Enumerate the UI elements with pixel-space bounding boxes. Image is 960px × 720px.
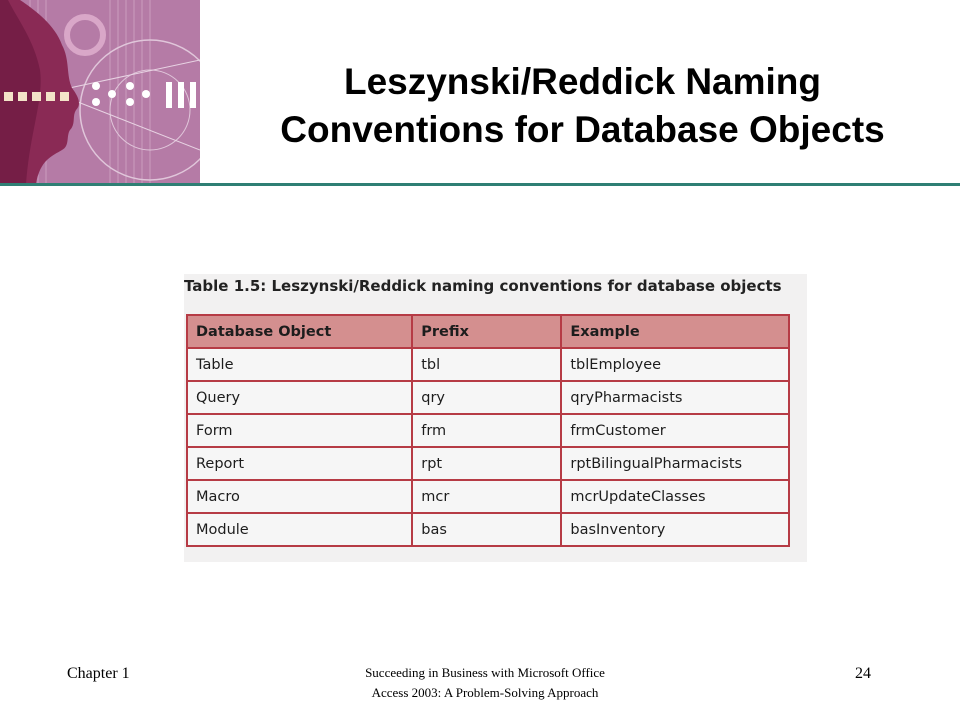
cell-example: frmCustomer: [561, 414, 789, 447]
naming-conventions-table-figure: [184, 274, 807, 562]
cell-example: basInventory: [561, 513, 789, 546]
table-row: [187, 381, 789, 414]
footer-book-title: [300, 663, 670, 703]
footer-chapter: Chapter 1: [67, 665, 130, 682]
naming-conventions-table: [186, 314, 790, 547]
slide-title: [205, 58, 960, 154]
footer-book-title-line-1: Succeeding in Business with Microsoft Office: [365, 665, 605, 680]
cell-prefix: qry: [412, 381, 561, 414]
cell-database-object: Module: [187, 513, 412, 546]
header-divider: [0, 183, 960, 186]
table-row: [187, 447, 789, 480]
cell-example: tblEmployee: [561, 348, 789, 381]
column-header-database-object: Database Object: [187, 315, 412, 348]
header-decorative-image: [0, 0, 200, 184]
cell-prefix: mcr: [412, 480, 561, 513]
cell-prefix: frm: [412, 414, 561, 447]
cell-prefix: bas: [412, 513, 561, 546]
cell-database-object: Form: [187, 414, 412, 447]
cell-prefix: rpt: [412, 447, 561, 480]
slide-title-line-1: Leszynski/Reddick Naming: [343, 61, 822, 102]
column-header-prefix: Prefix: [412, 315, 561, 348]
cell-database-object: Report: [187, 447, 412, 480]
column-header-example: Example: [561, 315, 789, 348]
table-caption: Table 1.5: Leszynski/Reddick naming conventions for database objects: [184, 277, 782, 295]
face-profile-illustration: [0, 0, 200, 184]
table-header-row: [187, 315, 789, 348]
cell-example: mcrUpdateClasses: [561, 480, 789, 513]
table-row: [187, 480, 789, 513]
table-row: [187, 348, 789, 381]
cell-prefix: tbl: [412, 348, 561, 381]
table-row: [187, 513, 789, 546]
cell-database-object: Table: [187, 348, 412, 381]
cell-example: qryPharmacists: [561, 381, 789, 414]
cell-database-object: Query: [187, 381, 412, 414]
footer-page-number: 24: [855, 665, 871, 682]
footer-book-title-line-2: Access 2003: A Problem-Solving Approach: [371, 685, 599, 700]
cell-example: rptBilingualPharmacists: [561, 447, 789, 480]
table-row: [187, 414, 789, 447]
cell-database-object: Macro: [187, 480, 412, 513]
slide-title-line-2: Conventions for Database Objects: [280, 109, 885, 150]
